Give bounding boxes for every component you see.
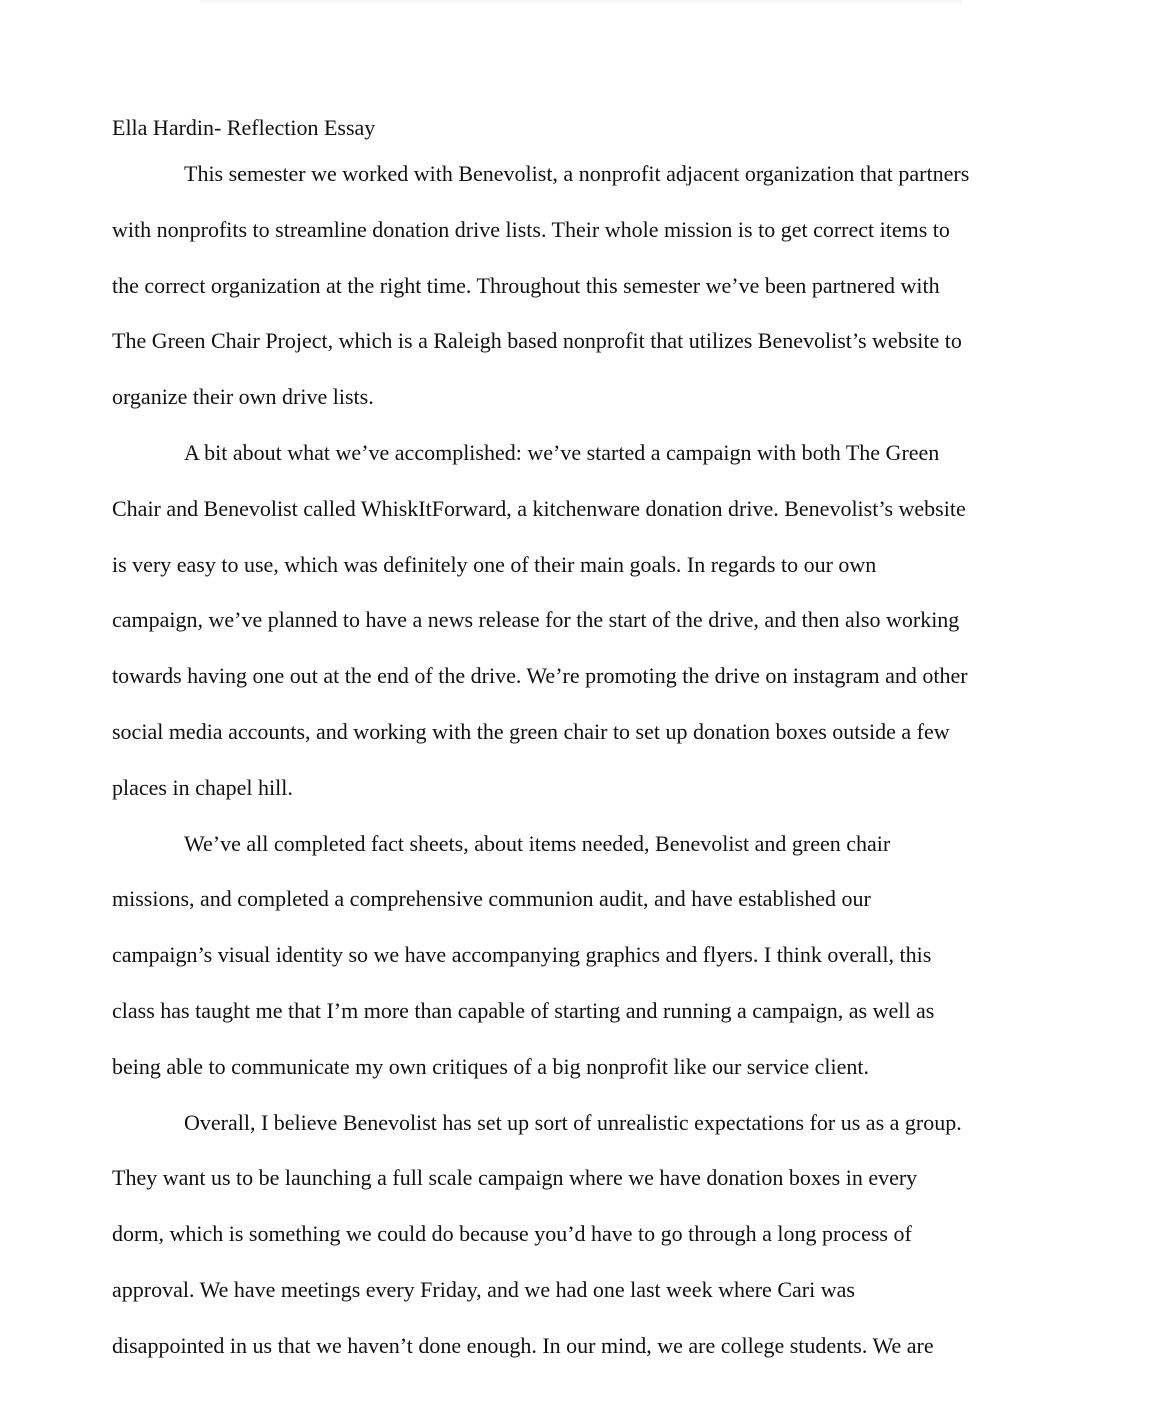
text-line: campaign, we’ve planned to have a news release for the start of the drive, and then also working [112,607,960,633]
text-line: is very easy to use, which was definitely one of their main goals. In regards to our own [112,551,877,577]
text-line: social media accounts, and working with the green chair to set up donation boxes outside a few [112,718,950,744]
document-title: Ella Hardin- Reflection Essay [112,115,376,140]
text-line: A bit about what we’ve accomplished: we’ve started a campaign with both The Green [184,439,940,465]
text-line: class has taught me that I’m more than capable of starting and running a campaign, as well as [112,997,935,1023]
text-line: They want us to be launching a full scale campaign where we have donation boxes in every [112,1165,918,1191]
text-line: missions, and completed a comprehensive communion audit, and have established our [112,886,871,912]
text-line: organize their own drive lists. [112,384,374,410]
document-body [112,112,1062,1386]
text-line: towards having one out at the end of the drive. We’re promoting the drive on instagram and other [112,663,968,689]
text-line: the correct organization at the right time. Throughout this semester we’ve been partnered with [112,272,940,298]
text-line: being able to communicate my own critiques of a big nonprofit like our service client. [112,1053,869,1079]
text-line: This semester we worked with Benevolist, a nonprofit adjacent organization that partners [184,161,970,186]
text-line: with nonprofits to streamline donation drive lists. Their whole mission is to get correct items to [112,216,950,242]
text-line: Overall, I believe Benevolist has set up sort of unrealistic expectations for us as a group. [184,1109,962,1135]
document-text [112,158,1062,1386]
text-line: Chair and Benevolist called WhiskItForward, a kitchenware donation drive. Benevolist’s website [112,495,966,521]
text-line: approval. We have meetings every Friday, and we had one last week where Cari was [112,1276,855,1302]
text-line: disappointed in us that we haven’t done enough. In our mind, we are college students. We are [112,1332,934,1358]
text-line: We’ve all completed fact sheets, about items needed, Benevolist and green chair [184,830,891,856]
text-line: The Green Chair Project, which is a Raleigh based nonprofit that utilizes Benevolist’s website to [112,328,962,354]
page-top-shadow [200,0,962,6]
text-line: dorm, which is something we could do because you’d have to go through a long process of [112,1221,912,1247]
text-line: places in chapel hill. [112,774,293,800]
text-line: campaign’s visual identity so we have accompanying graphics and flyers. I think overall, this [112,942,932,968]
